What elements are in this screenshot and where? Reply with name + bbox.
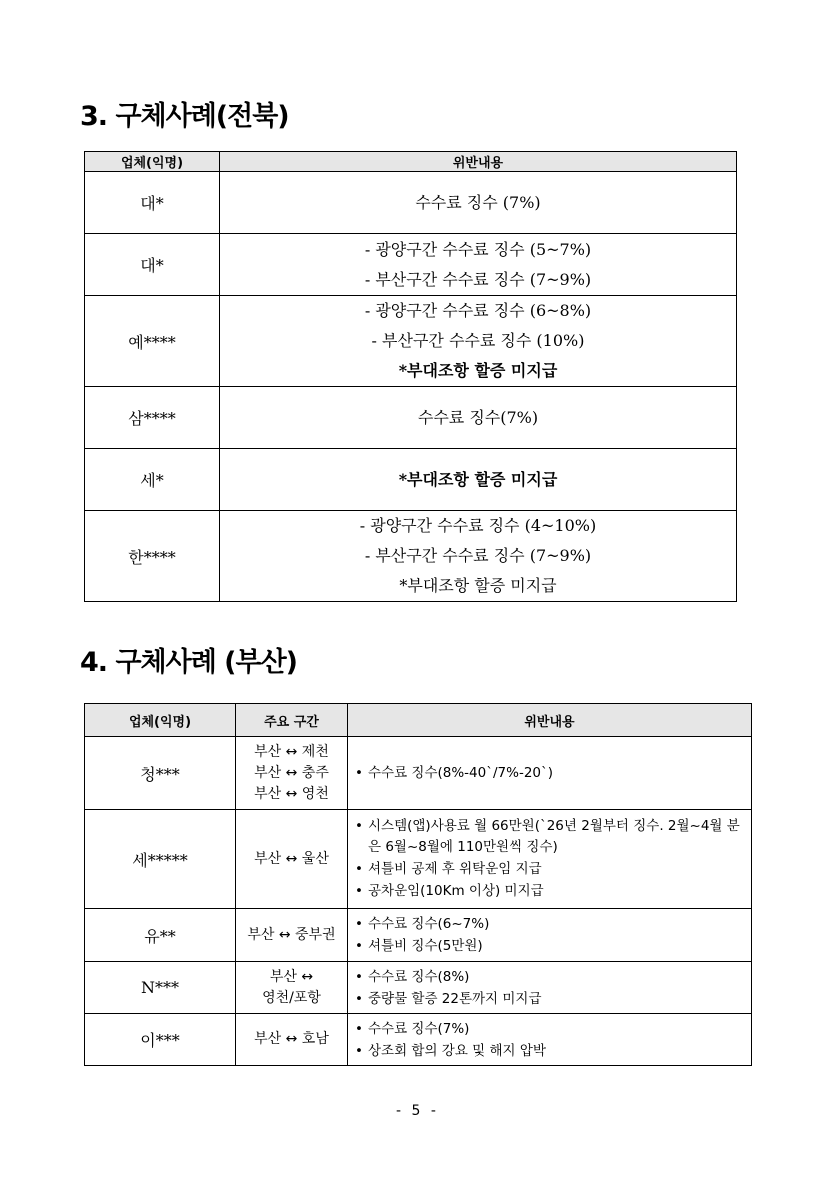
- violation-line: - 부산구간 수수료 징수 (10%): [371, 331, 585, 350]
- table-row: [85, 234, 737, 296]
- violation-line: 수수료 징수(7%): [417, 407, 539, 427]
- violation-line: *부대조항 할증 미지급: [398, 469, 558, 489]
- company-name: 대*: [85, 234, 220, 296]
- violation-item: • 셔틀비 징수(5만원): [354, 935, 745, 957]
- section4-table: [84, 703, 752, 1066]
- violation-cell: [220, 449, 737, 511]
- violation-item: • 셔틀비 공제 후 위탁운임 지급: [354, 858, 745, 880]
- company-name: 유**: [85, 909, 236, 962]
- violation-line: - 부산구간 수수료 징수 (7~9%): [364, 269, 592, 289]
- page-number: - 5 -: [396, 1103, 439, 1119]
- violation-cell: [348, 810, 752, 909]
- company-name: 대*: [85, 172, 220, 234]
- table-row: [85, 449, 737, 511]
- header-route: 주요 구간: [236, 704, 348, 737]
- violation-cell: [348, 909, 752, 962]
- violation-cell: [220, 511, 737, 602]
- table-row: [85, 909, 752, 962]
- violation-item: • 수수료 징수(6~7%): [354, 913, 745, 935]
- header-company: 업체(익명): [85, 152, 220, 172]
- table-row: [85, 172, 737, 234]
- company-name: 이***: [85, 1014, 236, 1066]
- route-cell: [236, 810, 348, 909]
- company-name: 세*: [85, 449, 220, 511]
- company-name: 삼****: [85, 387, 220, 449]
- violation-line: - 부산구간 수수료 징수 (7~9%): [364, 546, 592, 565]
- company-name: 세*****: [85, 810, 236, 909]
- route-line: 부산 ↔ 중부권: [247, 926, 336, 943]
- violation-item: • 중량물 할증 22톤까지 미지급: [354, 988, 745, 1010]
- route-cell: [236, 962, 348, 1014]
- violation-item: • 상조회 합의 강요 및 해지 압박: [354, 1040, 745, 1062]
- table-row: [85, 962, 752, 1014]
- table-row: [85, 296, 737, 387]
- section3-table: [84, 151, 737, 602]
- header-violation: 위반내용: [220, 152, 737, 172]
- violation-line: *부대조항 할증 미지급: [399, 576, 557, 595]
- header-violation: 위반내용: [348, 704, 752, 737]
- route-line: 부산 ↔ 호남: [254, 1031, 329, 1047]
- section4-title: 4. 구체사례 (부산): [80, 647, 298, 678]
- section3-title: 3. 구체사례(전북): [80, 101, 289, 132]
- violation-line: - 광양구간 수수료 징수 (6~8%): [364, 301, 592, 320]
- violation-cell: [220, 387, 737, 449]
- violation-line: *부대조항 할증 미지급: [398, 361, 558, 380]
- table-row: [85, 810, 752, 909]
- company-name: 예****: [85, 296, 220, 387]
- violation-line: 수수료 징수 (7%): [415, 192, 541, 212]
- violation-item: • 시스템(앱)사용료 월 66만원(`26년 2월부터 징수. 2월~4월 분은 6월~8월에 110만원씩 징수): [354, 816, 745, 858]
- violation-item: • 수수료 징수(8%-40`/7%-20`): [354, 762, 745, 784]
- route-line: 부산 ↔ 울산: [254, 850, 329, 867]
- table-row: [85, 387, 737, 449]
- violation-item: • 공차운임(10Km 이상) 미지급: [354, 880, 745, 902]
- route-line: 부산 ↔ 충주: [254, 764, 329, 781]
- route-line: 영천/포항: [262, 989, 321, 1006]
- violation-line: - 광양구간 수수료 징수 (4~10%): [359, 516, 597, 535]
- violation-cell: [220, 234, 737, 296]
- violation-item: • 수수료 징수(7%): [354, 1018, 745, 1040]
- table-row: [85, 511, 737, 602]
- violation-cell: [220, 172, 737, 234]
- header-company: 업체(익명): [85, 704, 236, 737]
- route-cell: [236, 909, 348, 962]
- company-name: N***: [85, 962, 236, 1014]
- company-name: 한****: [85, 511, 220, 602]
- company-name: 청***: [85, 737, 236, 810]
- violation-cell: [348, 737, 752, 810]
- route-cell: [236, 737, 348, 810]
- violation-cell: [348, 1014, 752, 1066]
- table-row: [85, 737, 752, 810]
- violation-item: • 수수료 징수(8%): [354, 966, 745, 988]
- violation-cell: [348, 962, 752, 1014]
- route-line: 부산 ↔: [269, 968, 314, 985]
- route-line: 부산 ↔ 영천: [254, 785, 329, 802]
- violation-line: - 광양구간 수수료 징수 (5~7%): [364, 239, 592, 259]
- table-row: [85, 1014, 752, 1066]
- route-cell: [236, 1014, 348, 1066]
- violation-cell: [220, 296, 737, 387]
- route-line: 부산 ↔ 제천: [254, 743, 329, 760]
